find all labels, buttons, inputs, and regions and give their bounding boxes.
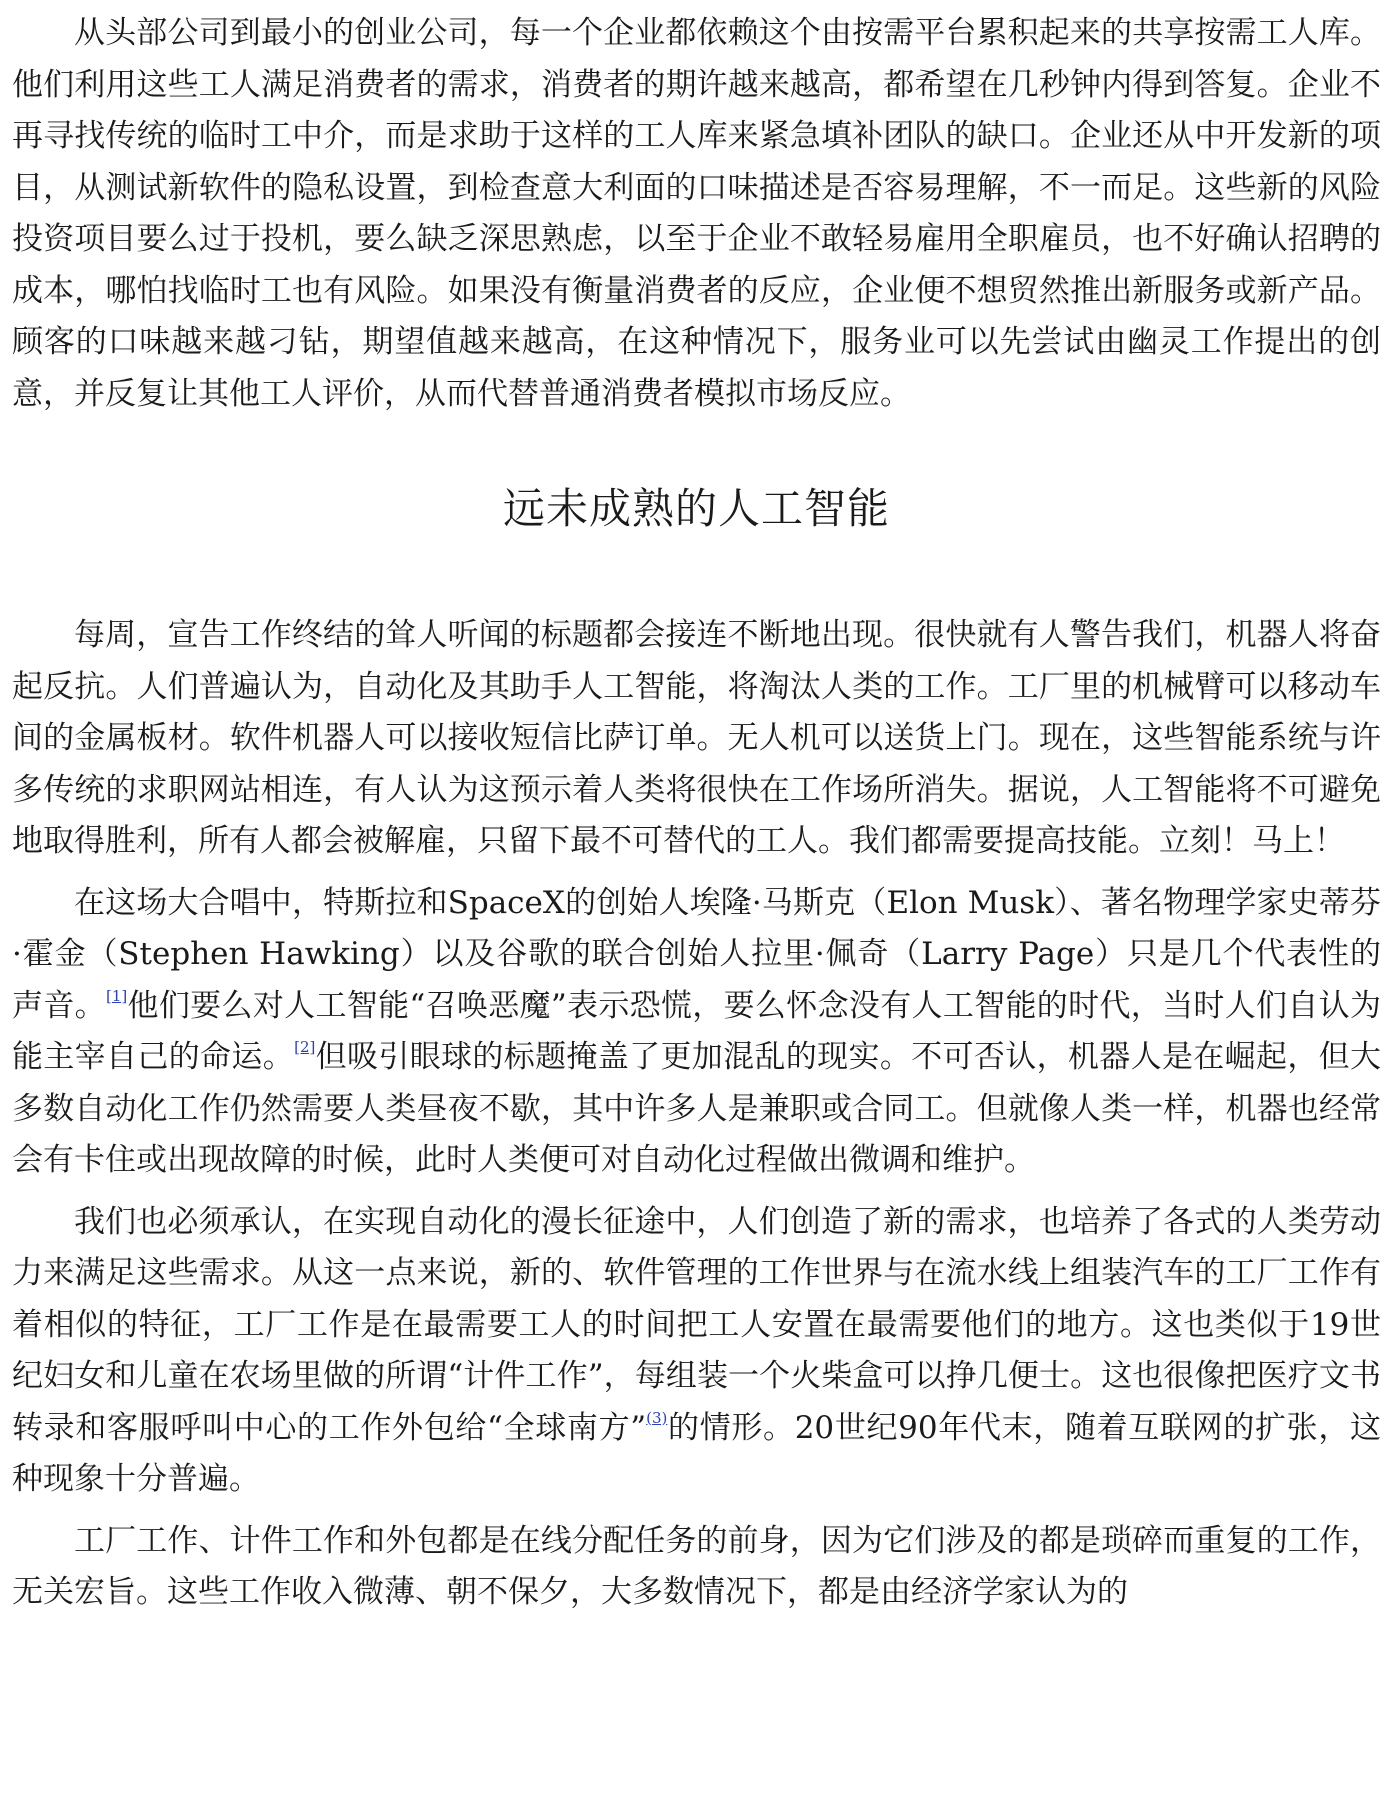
footnote-link-1[interactable]: [1] <box>105 986 128 1005</box>
footnote-link-3[interactable]: (3) <box>646 1408 668 1427</box>
footnote-ref-2[interactable] <box>294 1038 315 1056</box>
footnote-link-2[interactable]: [2] <box>294 1038 316 1056</box>
body-paragraph-1: 每周，宣告工作终结的耸人听闻的标题都会接连不断地出现。很快就有人警告我们，机器人将奋起反抗。人们普遍认为，自动化及其助手人工智能，将淘汰人类的工作。工厂里的机械臂可以移动车间的金属板材。软件机器人可以接收短信比萨订单。无人机可以送货上门。现在，这些智能系统与许多传统的求职网站相连，有人认为这预示着人类将很快在工作场所消失。据说，人工智能将不可避免地取得胜利，所有人都会被解雇，只留下最不可替代的工人。我们都需要提高技能。立刻！马上！ <box>12 617 1381 859</box>
paragraph-text: 的情形。20世纪90年代末，随着互联网的扩张，这种现象十分普遍。 <box>12 1409 1381 1497</box>
body-paragraph-3 <box>12 1197 1381 1506</box>
footnote-ref-3[interactable] <box>646 1409 667 1427</box>
paragraph-text: 在这场大合唱中，特斯拉和SpaceX的创始人埃隆·马斯克（Elon Musk）、著名物理学家史蒂芬·霍金（Stephen Hawking）以及谷歌的联合创始人拉里·佩奇（Larry Page）只是几个代表性的声音。 <box>12 884 1381 1024</box>
section-heading: 远未成熟的人工智能 <box>502 484 890 533</box>
intro-paragraph: 从头部公司到最小的创业公司，每一个企业都依赖这个由按需平台累积起来的共享按需工人库。他们利用这些工人满足消费者的需求，消费者的期许越来越高，都希望在几秒钟内得到答复。企业不再寻找传统的临时工中介，而是求助于这样的工人库来紧急填补团队的缺口。企业还从中开发新的项目，从测试新软件的隐私设置，到检查意大利面的口味描述是否容易理解，不一而足。这些新的风险投资项目要么过于投机，要么缺乏深思熟虑，以至于企业不敢轻易雇用全职雇员，也不好确认招聘的成本，哪怕找临时工也有风险。如果没有衡量消费者的反应，企业便不想贸然推出新服务或新产品。顾客的口味越来越刁钻，期望值越来越高，在这种情况下，服务业可以先尝试由幽灵工作提出的创意，并反复让其他工人评价，从而代替普通消费者模拟市场反应。 <box>12 15 1381 412</box>
paragraph-text: 他们要么对人工智能“召唤恶魔”表示恐慌，要么怀念没有人工智能的时代，当时人们自认为能主宰自己的命运。 <box>12 987 1381 1075</box>
body-paragraph-4: 工厂工作、计件工作和外包都是在线分配任务的前身，因为它们涉及的都是琐碎而重复的工作，无关宏旨。这些工作收入微薄、朝不保夕，大多数情况下，都是由经济学家认为的 <box>12 1522 1381 1610</box>
footnote-ref-1[interactable] <box>106 987 127 1005</box>
document-page <box>12 0 1381 1619</box>
paragraph-text: 我们也必须承认，在实现自动化的漫长征途中，人们创造了新的需求，也培养了各式的人类劳动力来满足这些需求。从这一点来说，新的、软件管理的工作世界与在流水线上组装汽车的工厂工作有着相似的特征，工厂工作是在最需要工人的时间把工人安置在最需要他们的地方。这也类似于19世纪妇女和儿童在农场里做的所谓“计件工作”，每组装一个火柴盒可以挣几便士。这也很像把医疗文书转录和客服呼叫中心的工作外包给“全球南方” <box>12 1203 1381 1446</box>
paragraph-text: 但吸引眼球的标题掩盖了更加混乱的现实。不可否认，机器人是在崛起，但大多数自动化工作仍然需要人类昼夜不歇，其中许多人是兼职或合同工。但就像人类一样，机器也经常会有卡住或出现故障的时候，此时人类便可对自动化过程做出微调和维护。 <box>12 1039 1382 1178</box>
body-paragraph-2 <box>12 878 1381 1187</box>
